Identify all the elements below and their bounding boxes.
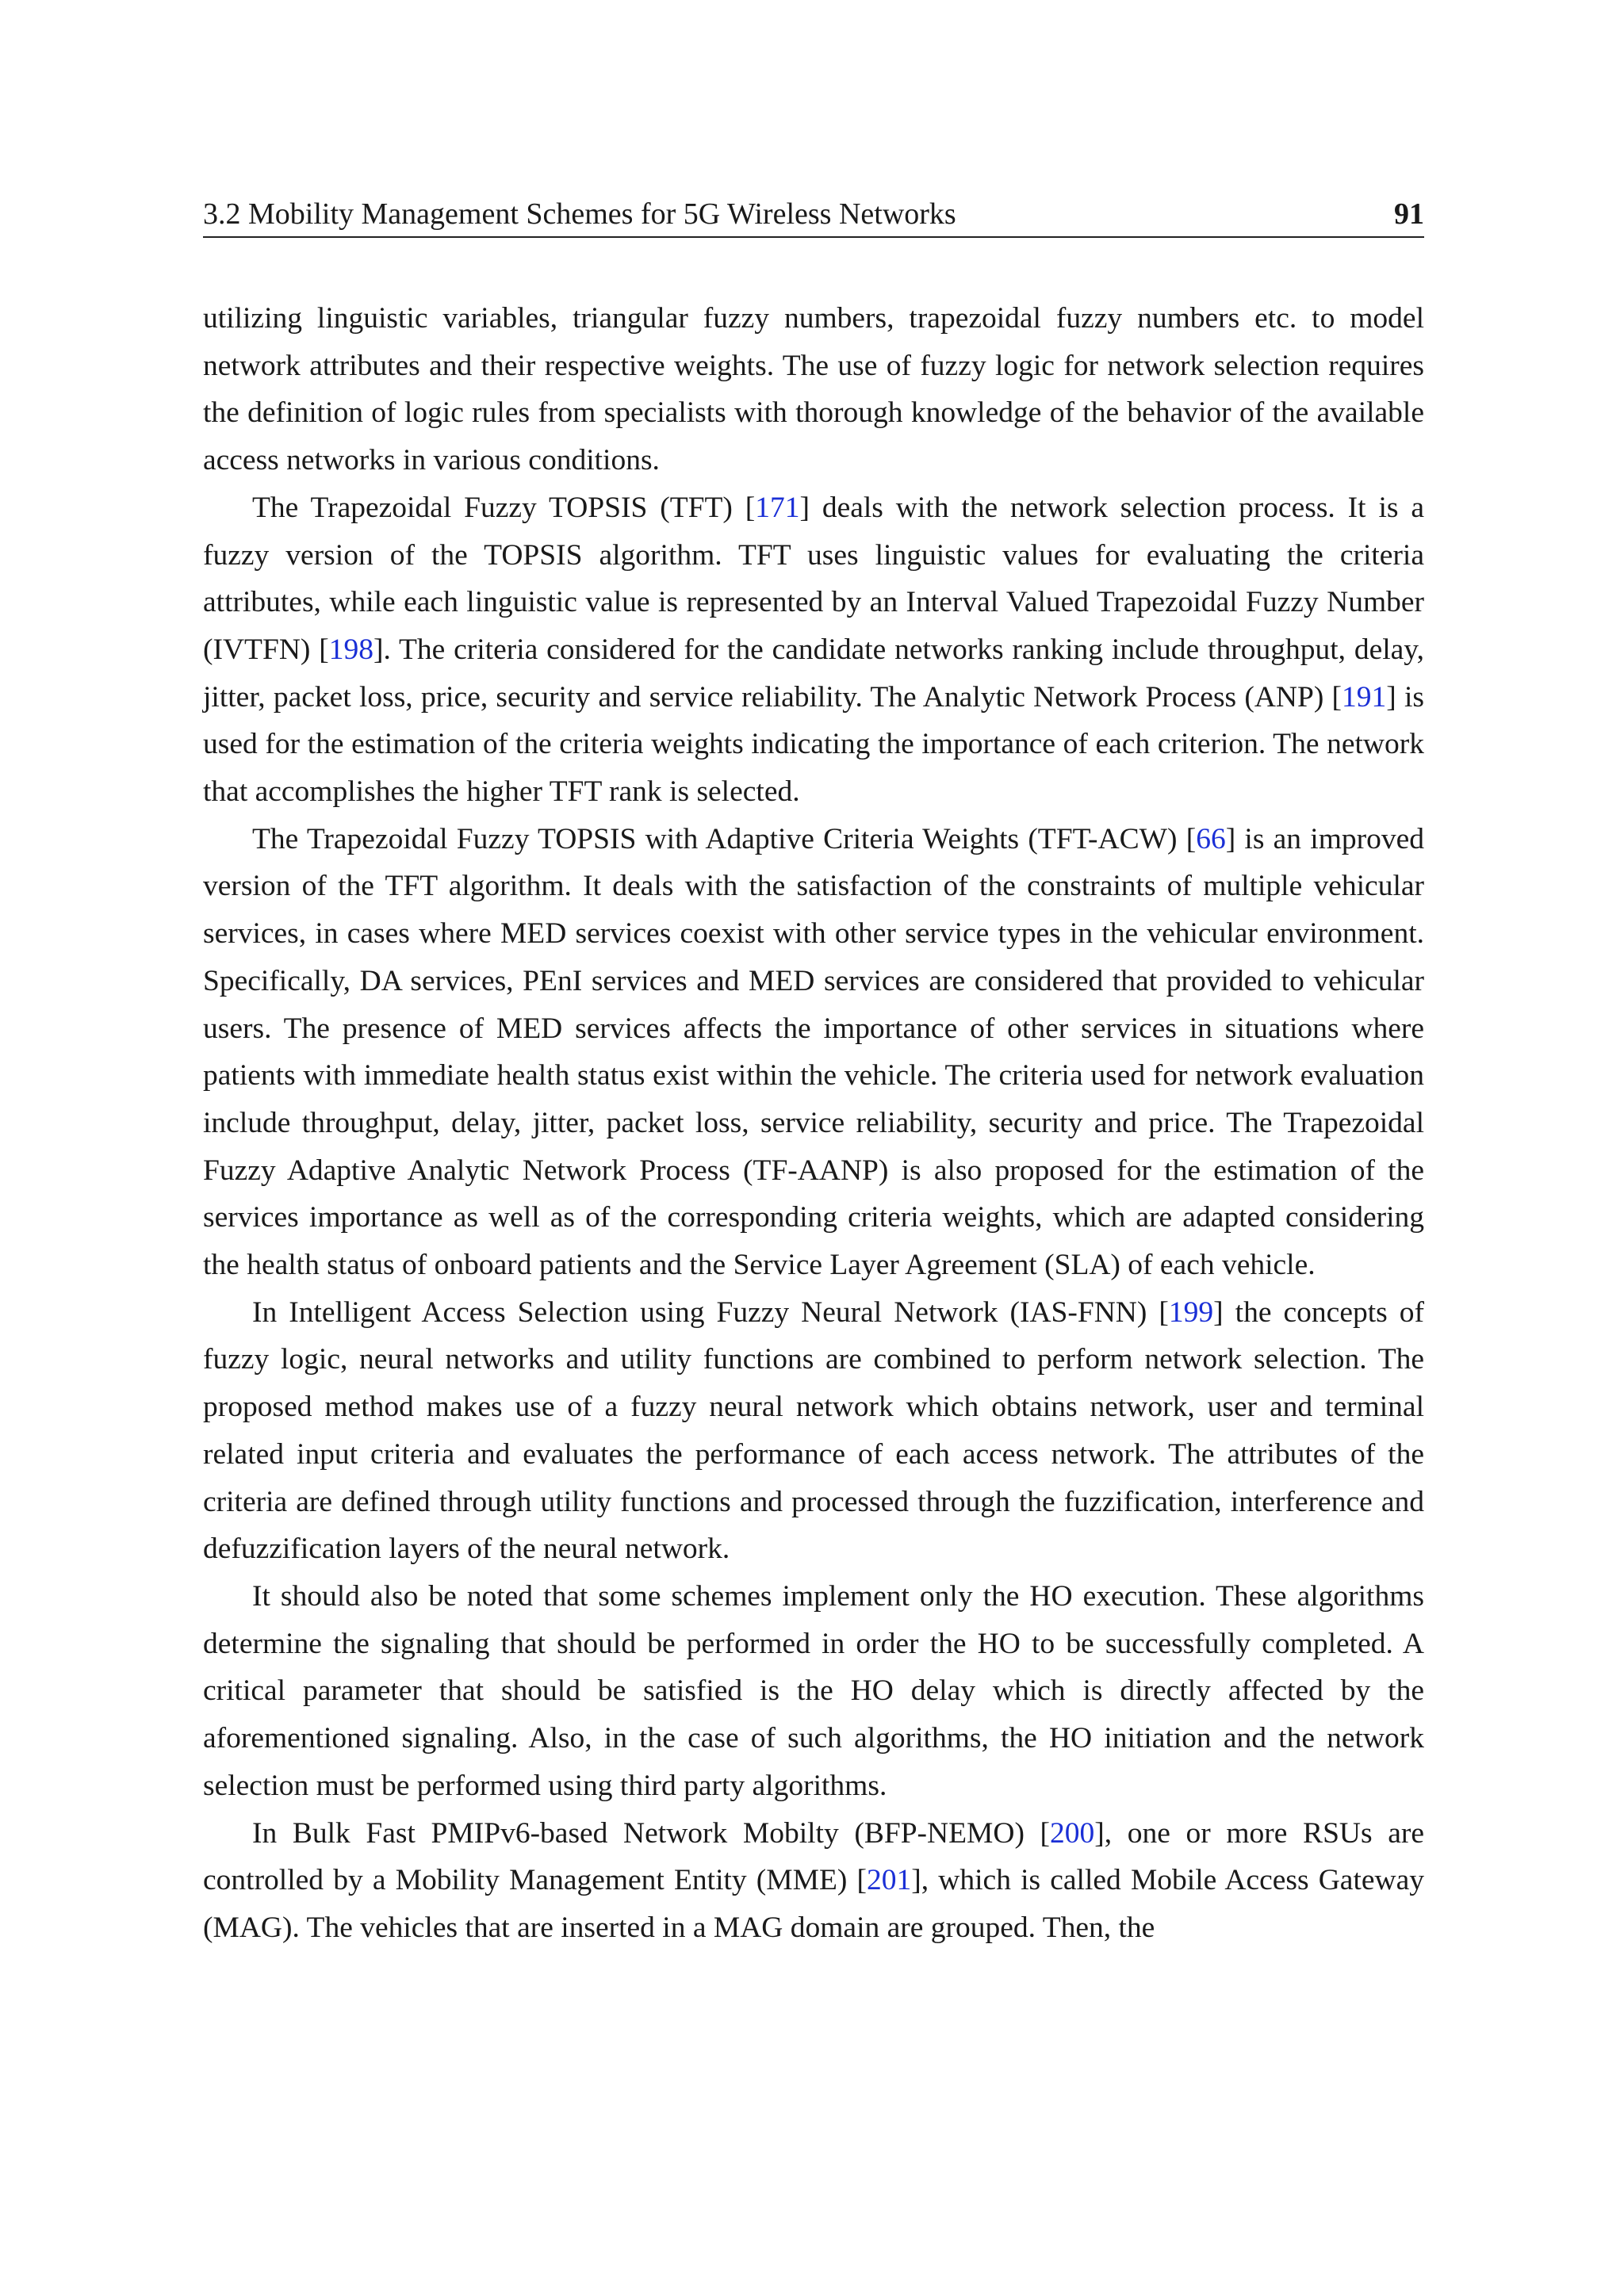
- paragraph-text: ] deals with the network selection process. It is a fuzzy version of the TOPSIS algorithm. TFT uses linguistic values for evaluating the criteria attributes, while each linguistic value is represented by an Interval Valued Trapezoidal Fuzzy Number (IVTFN) [: [203, 491, 1424, 666]
- paragraph-text: In Intelligent Access Selection using Fuzzy Neural Network (IAS-FNN) [: [252, 1295, 1169, 1329]
- paragraph-text: The Trapezoidal Fuzzy TOPSIS with Adaptive Criteria Weights (TFT-ACW) [: [252, 822, 1197, 855]
- paragraph-text: The Trapezoidal Fuzzy TOPSIS (TFT) [: [252, 491, 756, 524]
- citation-link[interactable]: 201: [867, 1864, 912, 1897]
- paragraph-text: ], one or more RSUs are controlled by a Mobility Management Entity (MME) [: [203, 1816, 1424, 1897]
- citation-link[interactable]: 199: [1168, 1295, 1214, 1329]
- paragraph: [203, 1289, 1424, 1573]
- running-header: [203, 193, 1424, 238]
- paragraph-text: ] is used for the estimation of the criteria weights indicating the importance of each criterion. The network that accomplishes the higher TFT rank is selected.: [203, 680, 1425, 809]
- paragraph-text: In Bulk Fast PMIPv6-based Network Mobilty (BFP-NEMO) [: [252, 1816, 1051, 1850]
- document-page: [203, 0, 1424, 2296]
- citation-link[interactable]: 200: [1050, 1816, 1095, 1850]
- paragraph-text: utilizing linguistic variables, triangular fuzzy numbers, trapezoidal fuzzy numbers etc. to model network attributes and their respective weights. The use of fuzzy logic for network selection requires the definition of logic rules from specialists with thorough knowledge of the behavior of the available access networks in various conditions.: [203, 302, 1424, 477]
- paragraph: [203, 1573, 1424, 1810]
- paragraph-text: ]. The criteria considered for the candidate networks ranking include throughput, delay, jitter, packet loss, price, security and service reliability. The Analytic Network Process (ANP) [: [203, 633, 1424, 714]
- paragraph-text: ] the concepts of fuzzy logic, neural networks and utility functions are combined to perform network selection. The proposed method makes use of a fuzzy neural network which obtains network, user and terminal related input criteria and evaluates the performance of each access network. The attributes of the criteria are defined through utility functions and processed through the fuzzification, interference and defuzzification layers of the neural network.: [203, 1295, 1424, 1566]
- citation-link[interactable]: 198: [328, 633, 373, 666]
- citation-link[interactable]: 191: [1342, 680, 1387, 714]
- section-title: 3.2 Mobility Management Schemes for 5G Wireless Networks: [203, 197, 956, 231]
- citation-link[interactable]: 66: [1196, 822, 1226, 855]
- body-text: [203, 295, 1424, 1952]
- paragraph-text: ] is an improved version of the TFT algorithm. It deals with the satisfaction of the constraints of multiple vehicular services, in cases where MED services coexist with other service types in the vehicular environment. Specifically, DA services, PEnI services and MED services are considered that provided to vehicular users. The presence of MED services affects the importance of other services in situations where patients with immediate health status exist within the vehicle. The criteria used for network evaluation include throughput, delay, jitter, packet loss, service reliability, security and price. The Trapezoidal Fuzzy Adaptive Analytic Network Process (TF-AANP) is also proposed for the estimation of the services importance as well as of the corresponding criteria weights, which are adapted considering the health status of onboard patients and the Service Layer Agreement (SLA) of each vehicle.: [203, 822, 1424, 1282]
- page-number: 91: [1394, 197, 1424, 231]
- paragraph: [203, 1810, 1424, 1952]
- citation-link[interactable]: 171: [755, 491, 800, 524]
- paragraph-text: It should also be noted that some schemes implement only the HO execution. These algorithms determine the signaling that should be performed in order the HO to be successfully completed. A critical parameter that should be satisfied is the HO delay which is directly affected by the aforementioned signaling. Also, in the case of such algorithms, the HO initiation and the network selection must be performed using third party algorithms.: [203, 1579, 1424, 1802]
- paragraph: [203, 295, 1424, 484]
- paragraph: [203, 484, 1424, 816]
- paragraph-text: ], which is called Mobile Access Gateway (MAG). The vehicles that are inserted in a MAG domain are grouped. Then, the: [203, 1864, 1424, 1944]
- paragraph: [203, 816, 1424, 1289]
